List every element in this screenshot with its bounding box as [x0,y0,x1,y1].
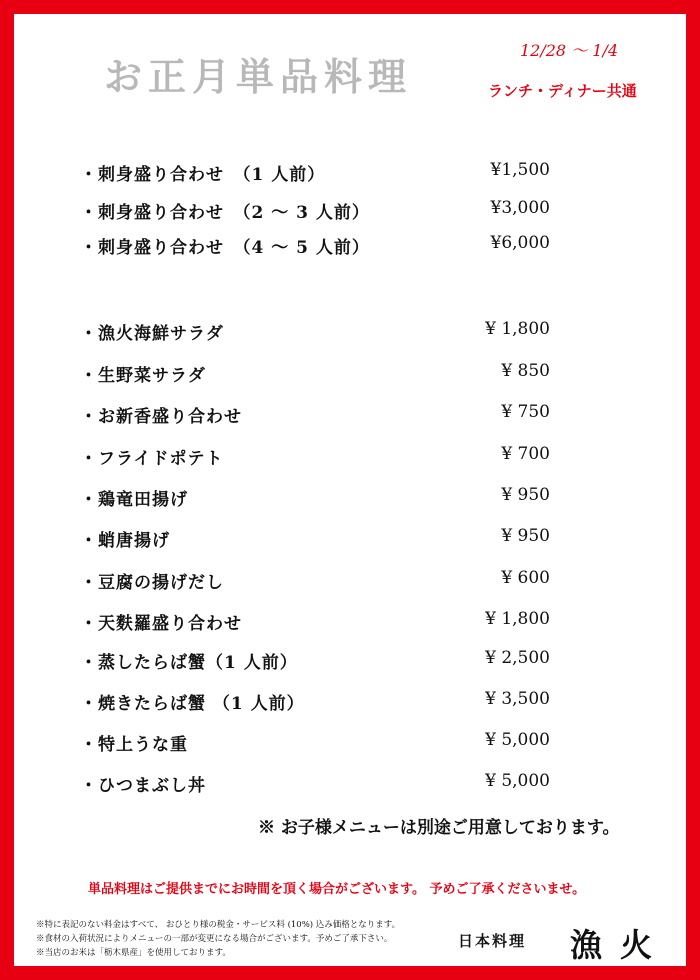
footnotes [36,918,400,960]
kids-menu-note: ※ お子様メニューは別途ご用意しております。 [258,818,620,838]
menu-item [80,319,550,347]
bullet: ・ [80,449,98,469]
item-name: 漁火海鮮サラダ [98,324,224,344]
menu-item [80,198,550,226]
menu-item [80,444,550,472]
menu-item [80,233,550,261]
item-price: ¥ 2,500 [485,648,550,668]
bullet: ・ [80,324,98,344]
item-price: ¥ 1,800 [485,319,550,339]
page-title: お正月単品料理 [104,54,413,99]
item-price: ¥6,000 [490,233,550,253]
restaurant-type: 日本料理 [458,932,527,950]
item-name: 刺身盛り合わせ （2 〜 3 人前） [98,203,370,223]
menu-item [80,689,550,717]
footnote-availability: ※食材の入荷状況によりメニューの一部が変更になる場合がございます。予めご了承下さい。 [36,934,393,944]
bullet: ・ [80,573,98,593]
item-name: 焼きたらば蟹 （1 人前） [98,694,305,714]
menu-item [80,402,550,430]
menu-item [80,648,550,676]
item-price: ¥ 5,000 [485,730,550,750]
period-dates: 12/28 〜 1/4 [520,41,619,60]
item-price: ¥ 950 [501,526,550,546]
item-name: お新香盛り合わせ [98,407,242,427]
bullet: ・ [80,735,98,755]
bullet: ・ [80,490,98,510]
item-price: ¥3,000 [490,198,550,218]
item-name: 特上うな重 [98,735,188,755]
item-name: 豆腐の揚げだし [98,573,224,593]
item-price: ¥ 1,800 [485,609,550,629]
bullet: ・ [80,203,98,223]
menu-item [80,485,550,513]
footnote-tax: ※特に表記のない料金はすべて、 おひとり様の税金・サービス料 (10%) 込み価格となります。 [36,920,401,930]
menu-item [80,730,550,758]
bullet: ・ [80,366,98,386]
menu-item [80,609,550,637]
item-name: 鶏竜田揚げ [98,490,188,510]
bullet: ・ [80,407,98,427]
item-price: ¥ 3,500 [485,689,550,709]
menu-item [80,568,550,596]
item-price: ¥ 700 [501,444,550,464]
bullet: ・ [80,776,98,796]
bullet: ・ [80,531,98,551]
lunch-dinner-label: ランチ・ディナー共通 [488,82,637,100]
bullet: ・ [80,165,98,185]
item-price: ¥ 5,000 [485,771,550,791]
menu-item [80,771,550,799]
bullet: ・ [80,653,98,673]
item-price: ¥ 600 [501,568,550,588]
menu-item [80,160,550,188]
wait-time-notice: 単品料理はご提供までにお時間を頂く場合がございます。 予めご了承くださいませ。 [88,882,586,897]
item-name: 刺身盛り合わせ （4 〜 5 人前） [98,238,370,258]
bullet: ・ [80,694,98,714]
item-price: ¥ 950 [501,485,550,505]
bullet: ・ [80,614,98,634]
restaurant-name: 漁火 [570,926,671,964]
menu-item [80,526,550,554]
item-price: ¥ 750 [501,402,550,422]
item-name: フライドポテト [98,449,224,469]
item-price: ¥1,500 [490,160,550,180]
item-name: ひつまぶし丼 [98,776,206,796]
item-name: 蛸唐揚げ [98,531,170,551]
footnote-rice: ※当店のお米は「栃木県産」を使用しております。 [36,948,231,958]
item-name: 天麩羅盛り合わせ [98,614,242,634]
item-name: 生野菜サラダ [98,366,206,386]
item-name: 刺身盛り合わせ （1 人前） [98,165,326,185]
bullet: ・ [80,238,98,258]
menu-item [80,361,550,389]
item-price: ¥ 850 [501,361,550,381]
item-name: 蒸したらば蟹（1 人前） [98,653,298,673]
